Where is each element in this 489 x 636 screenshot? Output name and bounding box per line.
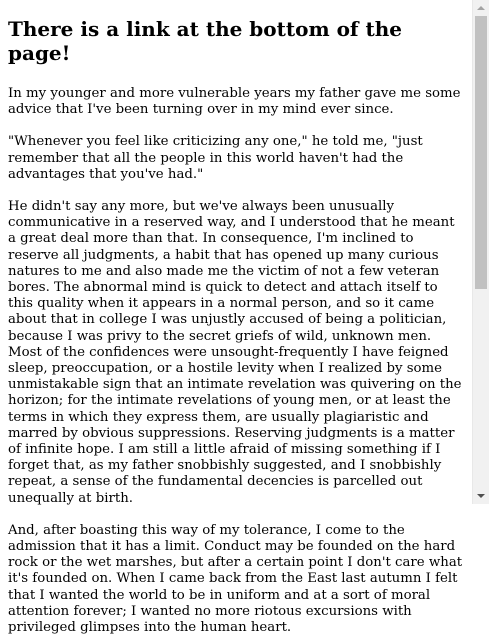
paragraph-judgments: He didn't say any more, but we've always been unusually communicative in a reserved way, and I understood that he meant a great deal more than that. In consequence, I'm inclined to reserve all judgments, a habit that has opened up many curious natures to me and also made me the victim of not a few veteran bores. The abnormal mind is quick to detect and attach itself to this quality when it appears in a normal person, and so it came about that in college I was unjustly accused of being a politician, because I was privy to the secret griefs of wild, unknown men. Most of the confidences were unsought-frequently I have feigned sleep, preoccupation, or a hostile levity when I realized by some unmistakable sign that an intimate revelation was quivering on the horizon; for the intimate revelations of young men, or at least the terms in which they express them, are usually plagiaristic and marred by obvious suppressions. Reserving judgments is a matter of infinite hope. I am still a little afraid of missing something if I forget that, as my father snobbishly suggested, and I snobbishly repeat, a sense of the fundamental decencies is parcelled out unequally at birth. [8, 199, 462, 506]
scroll-down-arrow-icon [477, 494, 485, 498]
scroll-up-arrow-icon [477, 6, 485, 10]
page-content [0, 17, 472, 636]
scroll-up-button[interactable] [473, 0, 489, 16]
scroll-thumb[interactable] [475, 16, 487, 289]
paragraph-tolerance: And, after boasting this way of my tolerance, I come to the admission that it has a limit. Conduct may be founded on the hard rock or the wet marshes, but after a certain point I don't care what it's founded on. When I came back from the East last autumn I felt that I wanted the world to be in uniform and at a sort of moral attention forever; I wanted no more riotous excursions with privileged glimpses into the human heart. [8, 522, 463, 636]
vertical-scrollbar[interactable] [472, 0, 489, 504]
page-heading: There is a link at the bottom of the page! [8, 17, 402, 65]
scroll-down-button[interactable] [473, 488, 489, 504]
paragraph-advice: In my younger and more vulnerable years my father gave me some advice that I've been turning over in my mind ever since. [8, 86, 461, 118]
paragraph-quote: "Whenever you feel like criticizing any one," he told me, "just remember that all the people in this world haven't had the advantages that you've had." [8, 134, 423, 182]
